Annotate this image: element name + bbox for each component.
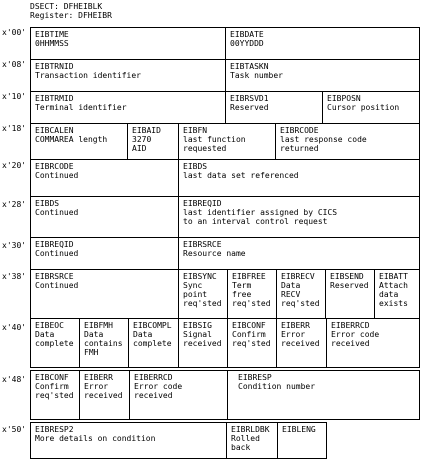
field-name: EIBDS (35, 199, 60, 208)
field-description: Error (84, 382, 109, 391)
field-description: Terminal identifier (35, 103, 127, 112)
field-description: Data (281, 281, 301, 290)
field-eibfn (178, 123, 276, 160)
field-name: EIBLENG (282, 425, 316, 434)
offset-label: x'40' (2, 323, 27, 332)
field-description: Error code (134, 382, 183, 391)
field-description: received (84, 391, 123, 400)
field-eibrsvd1 (225, 91, 323, 124)
field-name: EIBFREE (232, 272, 266, 281)
field-name: EIBCONF (232, 321, 266, 330)
field-name: EIBTASKN (230, 62, 269, 71)
field-description: last data set referenced (183, 171, 299, 180)
field-name: EIBFMH (84, 321, 113, 330)
field-description: Data (35, 330, 55, 339)
field-description: received (281, 339, 320, 348)
register-label: Register: DFHEIBR (30, 11, 112, 20)
field-description: contains (84, 339, 123, 348)
field-name: EIBRLDBK (231, 425, 270, 434)
field-name: EIBERR (281, 321, 310, 330)
field-description: req'sted (35, 391, 74, 400)
offset-label: x'38' (2, 272, 27, 281)
field-name: EIBRSRCE (183, 240, 222, 249)
offset-label: x'30' (2, 241, 27, 250)
field-name: EIBSYNC (183, 272, 217, 281)
offset-label: x'10' (2, 92, 27, 101)
field-description: back (231, 443, 251, 452)
field-description: Reserved (330, 281, 369, 290)
offset-label: x'28' (2, 200, 27, 209)
field-description: last identifier assigned by CICS (183, 208, 338, 217)
field-name: EIBERRCD (331, 321, 370, 330)
field-description: point (183, 290, 208, 299)
field-name: EIBSEND (330, 272, 364, 281)
field-name: EIBAID (132, 126, 161, 135)
field-eibfmh (79, 318, 129, 368)
field-name: EIBERR (84, 373, 113, 382)
field-eibaid (127, 123, 179, 160)
field-eibrldbk (226, 422, 278, 459)
field-description: Confirm (232, 330, 266, 339)
field-name: EIBDATE (230, 30, 264, 39)
field-description: Rolled (231, 434, 260, 443)
field-description: Continued (35, 249, 79, 258)
field-name: EIBRCODE (280, 126, 319, 135)
field-eibleng (277, 422, 327, 459)
field-eibrecv (276, 269, 326, 319)
field-eibrcode (275, 123, 420, 160)
field-eibdate (225, 27, 420, 60)
field-description: req'sted (281, 299, 320, 308)
field-name: EIBSIG (183, 321, 212, 330)
field-name: EIBREQID (35, 240, 74, 249)
field-name: EIBERRCD (134, 373, 173, 382)
field-eibtaskn (225, 59, 420, 92)
field-eibreqid (178, 196, 420, 238)
field-description: to an interval control request (183, 217, 328, 226)
field-eibresp (227, 370, 420, 420)
field-description: COMMAREA length (35, 135, 108, 144)
field-description: Sync (183, 281, 203, 290)
offset-label: x'20' (2, 161, 27, 170)
field-eiberrcd (326, 318, 420, 368)
field-description: Error code (331, 330, 380, 339)
field-description: received (134, 391, 173, 400)
field-description: requested (183, 144, 227, 153)
field-description: free (232, 290, 252, 299)
field-eibeoc (30, 318, 80, 368)
field-description: More details on condition (35, 434, 156, 443)
field-eibtime (30, 27, 226, 60)
offset-label: x'48' (2, 375, 27, 384)
field-name: EIBCONF (35, 373, 69, 382)
field-name: EIBRSVD1 (230, 94, 269, 103)
field-description: received (331, 339, 370, 348)
field-name: EIBTRNID (35, 62, 74, 71)
field-name: EIBRSRCE (35, 272, 74, 281)
field-description: req'sted (232, 339, 271, 348)
field-eiberr (276, 318, 327, 368)
field-description: last function (183, 135, 246, 144)
field-description: Resource name (183, 249, 246, 258)
field-eiberrcd (129, 370, 228, 420)
field-name: EIBPOSN (327, 94, 361, 103)
field-eibcalen (30, 123, 128, 160)
field-name: EIBRESP2 (35, 425, 74, 434)
field-name: EIBTRMID (35, 94, 74, 103)
offset-label: x'18' (2, 124, 27, 133)
field-description: complete (35, 339, 74, 348)
field-description: Cursor position (327, 103, 400, 112)
field-eibrsrce-continued (30, 269, 179, 319)
field-description: req'sted (183, 299, 222, 308)
field-eibfree (227, 269, 277, 319)
field-name: EIBDS (183, 162, 208, 171)
field-name: EIBREQID (183, 199, 222, 208)
field-description: Data (84, 330, 104, 339)
field-name: EIBFN (183, 126, 208, 135)
field-eibrcode-continued (30, 159, 179, 197)
field-description: 3270 (132, 135, 152, 144)
field-eibatt (374, 269, 420, 319)
field-description: exists (379, 299, 408, 308)
field-description: received (183, 339, 222, 348)
field-description: Continued (35, 171, 79, 180)
field-name: EIBEOC (35, 321, 64, 330)
field-description: Attach (379, 281, 408, 290)
field-eiberr (79, 370, 130, 420)
offset-label: x'08' (2, 60, 27, 69)
field-description: Confirm (35, 382, 69, 391)
field-name: EIBCOMPL (133, 321, 172, 330)
field-eibposn (322, 91, 420, 124)
field-description: Reserved (230, 103, 269, 112)
field-eibconf (30, 370, 80, 420)
field-name: EIBATT (379, 272, 408, 281)
field-description: 00YYDDD (230, 39, 264, 48)
dsect-label: DSECT: DFHEIBLK (30, 2, 103, 11)
field-eibsig (178, 318, 228, 368)
field-eibtrnid (30, 59, 226, 92)
field-description: Data (133, 330, 153, 339)
field-description: Continued (35, 208, 79, 217)
field-description: Condition number (238, 382, 316, 391)
field-description: FMH (84, 348, 99, 357)
field-description: 0HHMMSS (35, 39, 69, 48)
field-name: EIBRECV (281, 272, 315, 281)
field-eibtrmid (30, 91, 226, 124)
offset-label: x'00' (2, 28, 27, 37)
field-description: returned (280, 144, 319, 153)
field-description: data (379, 290, 399, 299)
field-description: Transaction identifier (35, 71, 141, 80)
field-description: Task number (230, 71, 283, 80)
field-eibsend (325, 269, 375, 319)
field-eibcompl (128, 318, 179, 368)
offset-label: x'50' (2, 425, 27, 434)
field-name: EIBRCODE (35, 162, 74, 171)
field-description: AID (132, 144, 147, 153)
field-description: req'sted (232, 299, 271, 308)
field-description: last response code (280, 135, 367, 144)
field-eibrsrce (178, 237, 420, 270)
field-name: EIBCALEN (35, 126, 74, 135)
field-description: Error (281, 330, 306, 339)
field-eibreqid-continued (30, 237, 179, 270)
field-name: EIBRESP (238, 373, 272, 382)
field-description: RECV (281, 290, 301, 299)
field-eibds-continued (30, 196, 179, 238)
field-description: Term (232, 281, 252, 290)
field-name: EIBTIME (35, 30, 69, 39)
field-eibds (178, 159, 420, 197)
field-eibconf (227, 318, 277, 368)
field-description: complete (133, 339, 172, 348)
field-description: Signal (183, 330, 212, 339)
field-eibsync (178, 269, 228, 319)
field-description: Continued (35, 281, 79, 290)
field-eibresp2 (30, 422, 227, 459)
